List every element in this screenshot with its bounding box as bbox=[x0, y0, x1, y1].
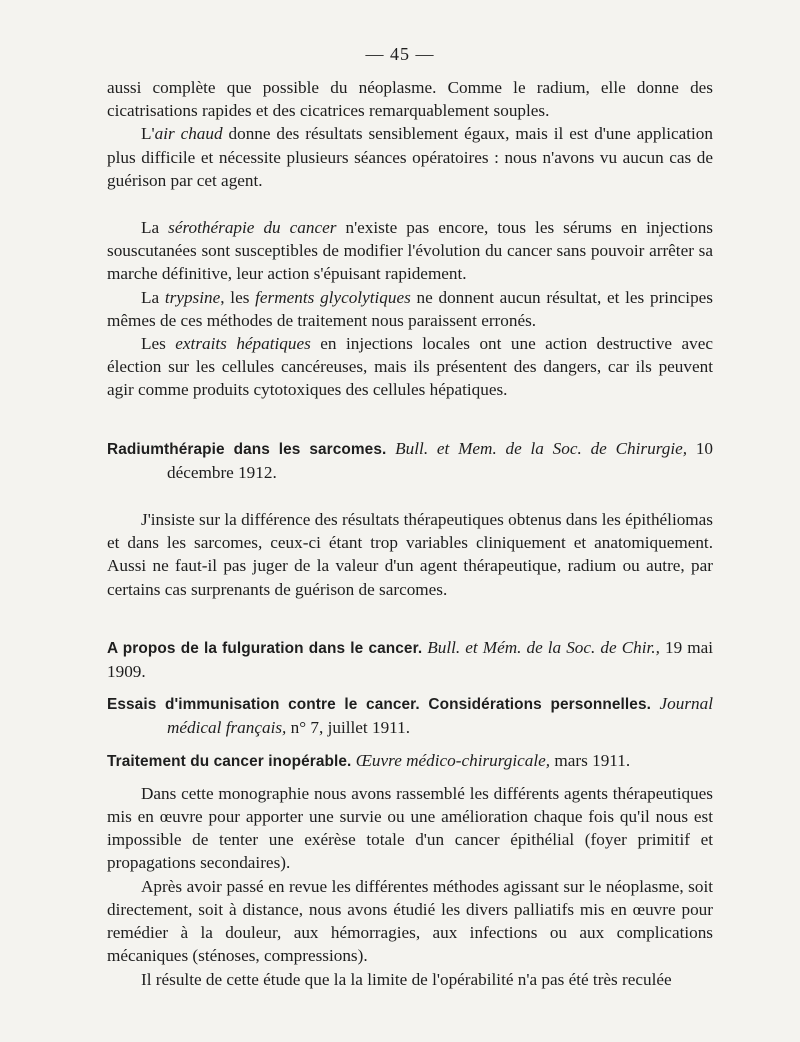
italic-term-air-chaud: air chaud bbox=[154, 124, 223, 144]
paragraph-text: en injections locales ont une action destructive avec élection sur les cellules cancéreuses, mais ils présentent des dangers, car ils peuvent agir comme produits cytotoxiques des cellules hépatiques. bbox=[107, 334, 713, 400]
heading-title: Traitement du cancer inopérable. bbox=[107, 752, 352, 770]
paragraph-connector: , les bbox=[220, 287, 256, 307]
italic-term-ferments: ferments glycolytiques bbox=[255, 287, 411, 307]
heading-source: Journal médical français, bbox=[167, 694, 714, 738]
heading-title: Radiumthérapie dans les sarcomes. bbox=[107, 440, 387, 458]
paragraph-text: donne des résultats sensiblement égaux, mais il est d'une application plus difficile et nécessite plusieurs séances opératoires : nous n'avons vu aucun cas de guérison par cet agent. bbox=[107, 124, 713, 190]
paragraph-serotherapie bbox=[107, 216, 713, 286]
heading-source: Bull. et Mem. de la Soc. de Chirurgie, bbox=[395, 438, 688, 458]
paragraph-text: ne donnent aucun résultat, et les principes mêmes de ces méthodes de traitement nous paraissent erronés. bbox=[107, 287, 713, 330]
paragraph-radium-continuation: aussi complète que possible du néoplasme. Comme le radium, elle donne des cicatrisations rapides et des cicatrices remarquablement souples. bbox=[107, 78, 713, 121]
paragraph-trypsine bbox=[107, 286, 713, 332]
heading-title: Essais d'immunisation contre le cancer. Considérations personnelles. bbox=[107, 696, 651, 714]
heading-source: Bull. et Mém. de la Soc. de Chir., bbox=[427, 637, 660, 657]
page-number: — 45 — bbox=[365, 44, 435, 64]
section-heading-immunisation bbox=[107, 692, 713, 739]
paragraph-text: n'existe pas encore, tous les sérums en injections souscutanées sont susceptibles de modifier l'évolution du cancer sans pouvoir arrêter sa marche définitive, leur action s'épuisant rapidement. bbox=[107, 218, 713, 284]
section-heading-radiumtherapie bbox=[107, 437, 713, 484]
paragraph-prefix: La bbox=[141, 287, 165, 307]
section-heading-traitement bbox=[107, 749, 713, 773]
paragraph-prefix: Les bbox=[141, 334, 176, 354]
paragraph-prefix: L' bbox=[141, 124, 155, 144]
italic-term-trypsine: trypsine bbox=[164, 287, 221, 307]
heading-date: n° 7, juillet 1911. bbox=[286, 718, 411, 738]
paragraph-sarcomes: J'insiste sur la différence des résultats thérapeutiques obtenus dans les épithéliomas et dans les sarcomes, ceux-ci étant trop variables cliniquement et anatomiquement. Aussi ne faut-il pas juger de la valeur d'un agent thérapeutique, radium ou autre, par certains cas surprenants de guérison de sarcomes. bbox=[107, 510, 713, 599]
paragraph-extraits-hepatiques bbox=[107, 332, 713, 402]
paragraph-operabilite: Il résulte de cette étude que la la limite de l'opérabilité n'a pas été très reculée bbox=[141, 969, 672, 989]
heading-date: mars 1911. bbox=[550, 750, 631, 770]
heading-title: A propos de la fulguration dans le cancer. bbox=[107, 639, 423, 657]
paragraph-monographie: Dans cette monographie nous avons rassemblé les différents agents thérapeutiques mis en œuvre pour apporter une survie ou une amélioration chaque fois qu'il nous est impossible de tenter une exérèse totale d'un cancer épithélial (foyer primitif et propagations secondaires). bbox=[107, 783, 713, 873]
italic-term-serotherapie: sérothérapie du cancer bbox=[168, 218, 337, 238]
paragraph-prefix: La bbox=[141, 218, 169, 238]
paragraph-palliatifs: Après avoir passé en revue les différentes méthodes agissant sur le néoplasme, soit directement, soit à distance, nous avons étudié les divers palliatifs mis en œuvre pour remédier à la douleur, aux hémorragies, aux infections ou aux complications mécaniques (sténoses, compressions). bbox=[107, 876, 713, 966]
paragraph-air-chaud bbox=[107, 122, 713, 192]
italic-term-extraits: extraits hépatiques bbox=[175, 334, 311, 354]
heading-date: 19 mai 1909. bbox=[107, 637, 714, 682]
heading-date: 10 décembre 1912. bbox=[167, 438, 714, 482]
heading-source: Œuvre médico-chirurgicale, bbox=[355, 750, 551, 770]
section-heading-fulguration bbox=[107, 636, 713, 683]
page-body bbox=[107, 76, 713, 991]
